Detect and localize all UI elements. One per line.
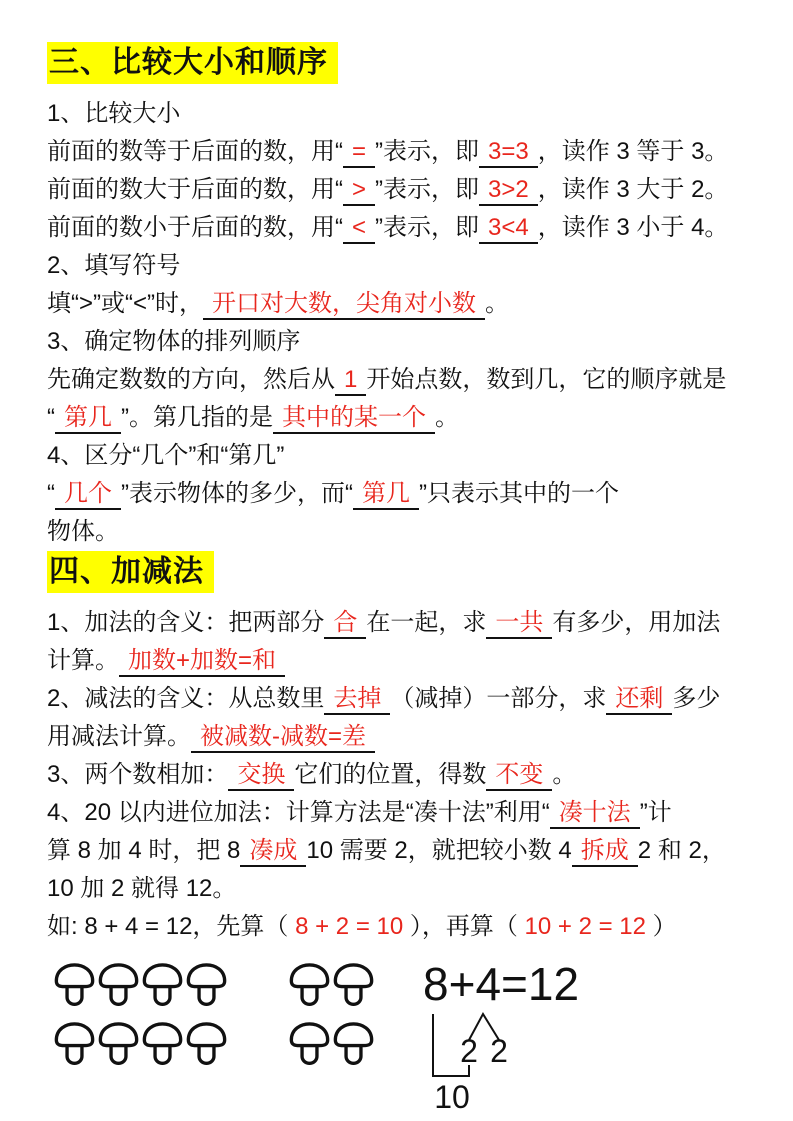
text-segment: 物体。 [47,518,119,545]
blank-answer: 3=3 [479,138,538,168]
text-line [47,209,751,247]
text-segment: 多少 [672,685,721,712]
text-segment: （减掉）一部分，求 [390,685,607,712]
blank-answer: 1 [335,366,366,396]
text-segment: 在一起，求 [366,609,487,636]
text-segment: 。 [435,404,459,431]
mushroom-icon [53,1013,96,1067]
blank-answer: 交换 [228,761,294,791]
blank-answer: 开口对大数，尖角对小数 [203,290,485,320]
mushroom-icon [97,1013,140,1067]
text-segment: ） [646,913,677,940]
text-segment: ”计 [639,799,672,826]
text-segment: “ [47,480,55,507]
mushroom-row [53,954,228,1008]
mushroom-icon [332,954,375,1008]
text-segment: 2、填写符号 [47,252,181,279]
text-segment: 10 需要 2，就把较小数 4 [306,837,572,864]
text-segment: ”只表示其中的一个 [418,480,619,507]
blank-answer: 其中的某一个 [273,404,435,434]
text-segment: 它们的位置，得数 [294,761,487,788]
text-segment: 1、加法的含义：把两部分 [47,609,325,636]
text-segment: 前面的数小于后面的数，用“ [47,214,343,241]
blank-answer: = [343,138,375,168]
blank-answer: > [343,176,375,206]
text-line [47,794,751,832]
blank-answer: 第几 [353,480,419,510]
blank-answer: 几个 [55,480,121,510]
text-segment: 。 [485,290,509,317]
split-left-value: 2 [460,1033,478,1069]
text-segment: 。 [552,761,577,788]
mushroom-row [288,954,375,1008]
blank-answer: 去掉 [324,685,390,715]
text-segment: 前面的数等于后面的数，用“ [47,138,343,165]
blank-answer: 合 [324,609,366,639]
notes-content [47,42,751,946]
text-segment: 4、20 以内进位加法：计算方法是“凑十法”利用“ [47,799,550,826]
text-line [47,642,751,680]
mushroom-icon [332,1013,375,1067]
text-segment: 10 加 2 就得 12。 [47,875,237,902]
blank-answer: 3<4 [479,214,538,244]
text-segment: ，读作 3 大于 2。 [537,176,729,203]
red-text: 8 + 2 = 10 [295,913,404,940]
text-line [47,475,751,513]
text-segment: 2、减法的含义：从总数里 [47,685,325,712]
text-segment: “ [47,404,55,431]
mushroom-icon [53,954,96,1008]
text-line [47,870,751,908]
mushroom-icon [185,1013,228,1067]
text-segment: 3、两个数相加： [47,761,229,788]
text-segment: 前面的数大于后面的数，用“ [47,176,343,203]
mushroom-icon [141,1013,184,1067]
mushroom-figure [53,954,751,1121]
text-line [47,604,751,642]
text-segment: ，读作 3 小于 4。 [537,214,729,241]
text-segment: 先确定数数的方向，然后从 [47,366,335,393]
split-right-value: 2 [490,1033,508,1069]
blank-answer: 第几 [55,404,121,434]
blank-answer: 不变 [486,761,552,791]
mushroom-groups [53,954,375,1067]
section-heading: 三、比较大小和顺序 [47,42,338,84]
text-segment: 算 8 加 4 时，把 8 [47,837,241,864]
text-segment: 计算。 [47,647,119,674]
section-heading-row [47,42,751,84]
text-line [47,437,751,475]
text-line [47,680,751,718]
text-segment: 1、比较大小 [47,100,181,127]
blank-answer: 被减数-减数=差 [191,723,375,753]
mushroom-icon [288,954,331,1008]
number-bond-diagram [419,958,639,1121]
red-text: 10 + 2 = 12 [524,913,646,940]
text-line [47,908,751,946]
text-segment: ”。第几指的是 [121,404,273,431]
text-segment: ”表示，即 [375,214,480,241]
text-segment: 填“>”或“<”时， [47,290,203,317]
text-line [47,133,751,171]
text-line [47,171,751,209]
text-segment: 3、确定物体的排列顺序 [47,328,301,355]
equation-text: 8+4=12 [423,958,580,1010]
blank-answer: 还剩 [606,685,672,715]
blank-answer: 凑成 [240,837,306,867]
text-segment: 4、区分“几个”和“第几” [47,442,285,469]
text-segment: 如: 8 + 4 = 12，先算（ [47,913,296,940]
text-segment: ”表示，即 [375,176,480,203]
blank-answer: 加数+加数=和 [119,647,285,677]
text-line [47,361,751,399]
mushroom-row [288,1013,375,1067]
text-line [47,513,751,551]
text-line [47,247,751,285]
mushroom-icon [288,1013,331,1067]
blank-answer: 3>2 [479,176,538,206]
mushroom-row [53,1013,228,1067]
text-segment: 用减法计算。 [47,723,191,750]
ten-sum-value: 10 [434,1079,470,1115]
text-segment: 有多少，用加法 [552,609,721,636]
text-line [47,756,751,794]
text-line [47,832,751,870]
text-segment: ，读作 3 等于 3。 [537,138,729,165]
text-line [47,323,751,361]
blank-answer: 一共 [486,609,552,639]
section-heading: 四、加减法 [47,551,214,593]
blank-answer: 拆成 [572,837,638,867]
blank-answer: 凑十法 [550,799,640,829]
text-segment: 开始点数，数到几，它的顺序就是 [366,366,727,393]
mushroom-icon [97,954,140,1008]
blank-answer: < [343,214,375,244]
text-line [47,399,751,437]
text-segment: ”表示，即 [375,138,480,165]
text-segment: ”表示物体的多少，而“ [121,480,353,507]
text-segment: ），再算（ [403,913,525,940]
mushroom-group-of-eight [53,954,228,1067]
mushroom-group-of-four [288,954,375,1067]
text-segment: 2 和 2， [637,837,726,864]
text-line [47,285,751,323]
mushroom-icon [185,954,228,1008]
section-heading-row [47,551,751,593]
text-line [47,718,751,756]
text-line [47,95,751,133]
mushroom-icon [141,954,184,1008]
